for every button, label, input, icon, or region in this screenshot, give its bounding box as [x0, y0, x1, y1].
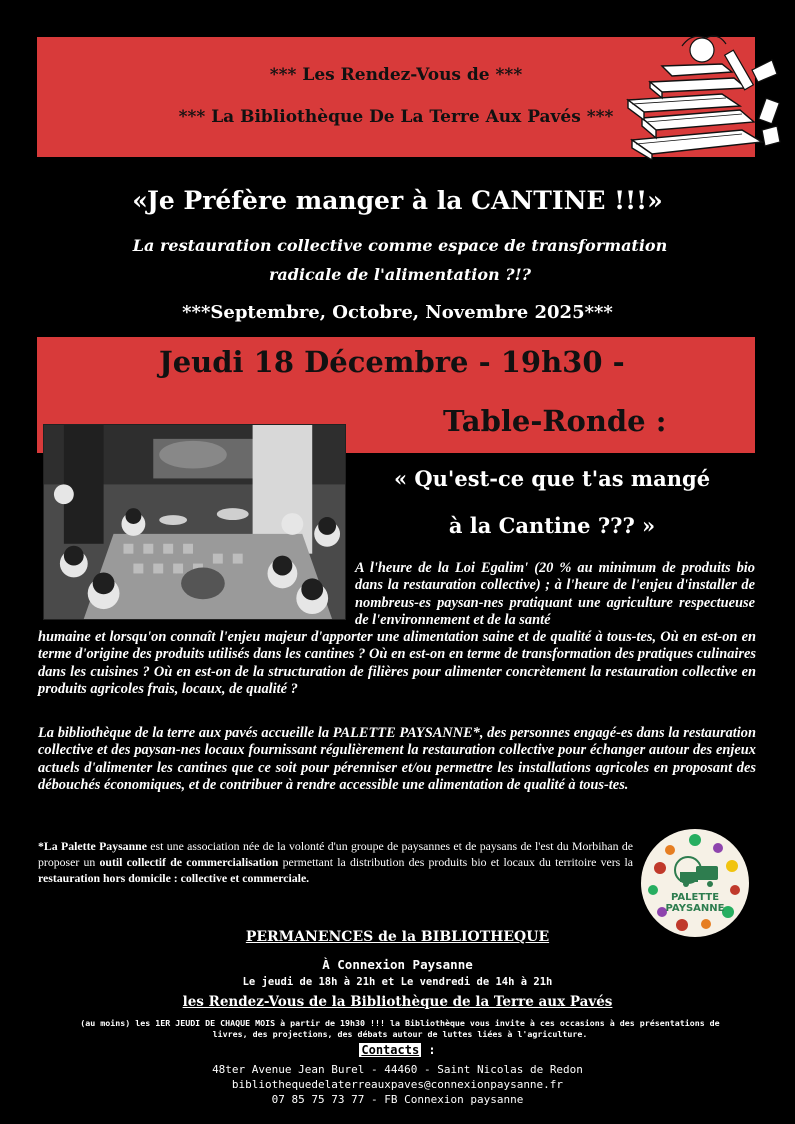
- books-stack-illustration: [622, 30, 782, 160]
- header-line-2: *** La Bibliothèque De La Terre Aux Pavés ***: [178, 107, 614, 127]
- body-paragraph-2: La bibliothèque de la terre aux pavés accueille la PALETTE PAYSANNE*, des personnes engagé-es dans la restauration collective et des paysan-nes locaux fournissant régulièrement la restauration collective pour échanger autour des enjeux actuels d'alimenter les cantines que ce soit pour pérenniser et/ou permettre les installations agricoles en proposant des débouchés économiques, et de contribuer à rendre accessible une alimentation de qualité à tous-tes.: [38, 725, 756, 793]
- note-bold-2: outil collectif de commercialisation: [99, 855, 279, 869]
- body-paragraph-1-part-2: humaine et lorsqu'on connaît l'enjeu majeur d'apporter une alimentation saine et de qualité à tous-tes, Où en est-on en terme d'origine des produits utilisés dans les cantines ? Où en est-on en terme de transformation des pratiques culinaires dans les cuisines ? Où en est-on de la structuration de filières pour alimenter concrètement la restauration collective en produits agricoles frais, locaux, de qualité ?: [38, 629, 756, 697]
- permanences-title: PERMANENCES de la BIBLIOTHEQUE: [245, 929, 550, 945]
- permanences-hours: Le jeudi de 18h à 21h et Le vendredi de 14h à 21h: [242, 976, 553, 988]
- rdv-title: les Rendez-Vous de la Bibliothèque de la Terre aux Pavés: [182, 994, 613, 1010]
- season-dates: ***Septembre, Octobre, Novembre 2025***: [182, 302, 613, 323]
- body-paragraph-1-part-1: A l'heure de la Loi Egalim' (20 % au minimum de produits bio dans la restauration collective) ; à l'heure de l'enjeu d'installer de nombreus-es paysan-nes pratiquant une agriculture respectueuse de l'environnement et de la santé: [355, 560, 755, 628]
- contact-address: 48ter Avenue Jean Burel - 44460 - Saint Nicolas de Redon: [212, 1063, 583, 1076]
- rdv-text: (au moins) les 1ER JEUDI DE CHAQUE MOIS à partir de 19h30 !!! la Bibliothèque vous invite à ces occasions à des présentations de livres, des projections, des débats autour de luttes liées à l'agriculture.: [80, 1018, 720, 1039]
- contacts-row: [0, 1043, 795, 1057]
- palette-logo-line-1: PALETTE: [670, 892, 720, 903]
- subtitle-line-1: La restauration collective comme espace de transformation: [132, 236, 668, 255]
- contact-phone[interactable]: 07 85 75 73 77 - FB Connexion paysanne: [271, 1093, 524, 1106]
- main-title: «Je Préfère manger à la CANTINE !!!»: [132, 186, 663, 215]
- event-question-line-2: à la Cantine ??? »: [448, 513, 656, 538]
- note-bold-3: restauration hors domicile : collective et commerciale.: [38, 871, 310, 885]
- canteen-children-photo: [43, 424, 346, 620]
- palette-paysanne-note: [38, 838, 633, 886]
- header-line-1: *** Les Rendez-Vous de ***: [269, 65, 523, 85]
- contacts-suffix: :: [421, 1043, 436, 1057]
- event-question-line-1: « Qu'est-ce que t'as mangé: [393, 466, 711, 491]
- event-date: Jeudi 18 Décembre - 19h30 -: [159, 345, 625, 379]
- note-text-1: est une association née de la volonté d'un groupe de paysannes et de paysans de l'est du Morbihan de proposer un: [38, 839, 634, 869]
- contact-email[interactable]: bibliothequedelaterreauxpaves@connexionpaysanne.fr: [231, 1078, 564, 1091]
- note-bold-1: *La Palette Paysanne: [38, 839, 147, 853]
- note-text-2: permettant la distribution des produits bio et locaux du territoire vers la: [278, 855, 633, 869]
- subtitle-line-2: radicale de l'alimentation ?!?: [268, 265, 532, 284]
- permanences-place: À Connexion Paysanne: [322, 957, 473, 972]
- palette-paysanne-logo: [640, 828, 750, 938]
- contacts-label: Contacts: [361, 1043, 420, 1057]
- event-type: Table-Ronde :: [443, 404, 667, 438]
- palette-logo-line-2: PAYSANNE: [665, 903, 725, 914]
